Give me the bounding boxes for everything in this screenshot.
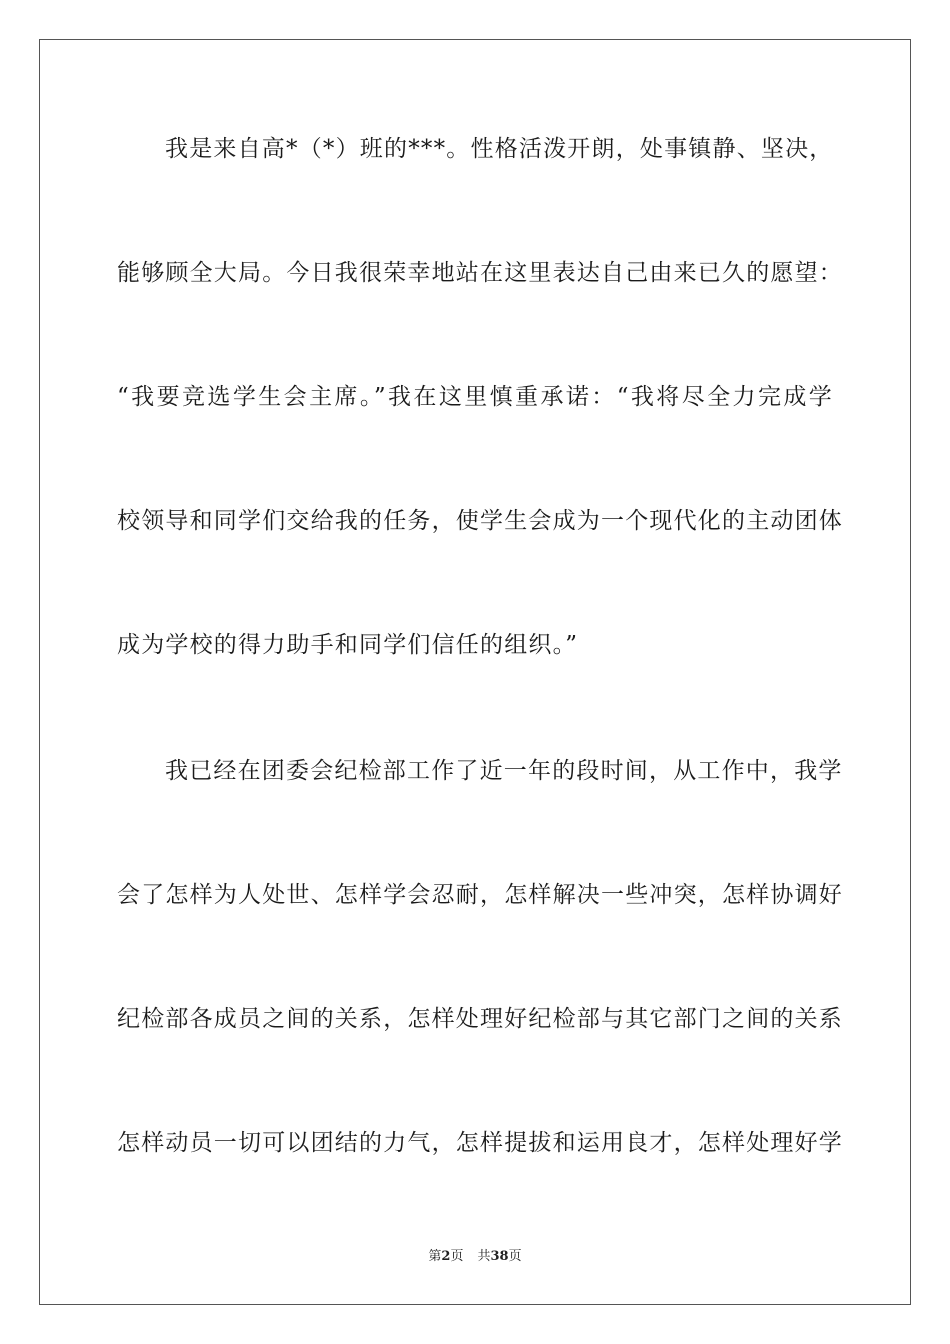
page-prefix: 第 [428, 1249, 442, 1264]
paragraph-1-line-1: 我是来自高*（*）班的***。性格活泼开朗，处事镇静、坚决， [165, 136, 834, 162]
page-number: 2 [441, 1249, 451, 1264]
paragraph-2-line-1: 我已经在团委会纪检部工作了近一年的段时间，从工作中，我学 [165, 758, 843, 784]
page-footer [0, 1248, 950, 1266]
paragraph-1-line-4: 校领导和同学们交给我的任务，使学生会成为一个现代化的主动团体 [117, 508, 843, 534]
total-pages: 38 [490, 1249, 509, 1264]
paragraph-2-line-2: 会了怎样为人处世、怎样学会忍耐，怎样解决一些冲突，怎样协调好 [117, 882, 843, 908]
paragraph-1-line-2: 能够顾全大局。今日我很荣幸地站在这里表达自己由来已久的愿望： [117, 260, 843, 286]
paragraph-1-line-5: 成为学校的得力助手和同学们信任的组织。” [117, 632, 579, 658]
paragraph-2-line-4: 怎样动员一切可以团结的力气，怎样提拔和运用良才，怎样处理好学 [117, 1130, 843, 1156]
paragraph-1-line-3: “我要竞选学生会主席。”我在这里慎重承诺：“我将尽全力完成学 [117, 384, 833, 410]
total-suffix: 页 [508, 1249, 522, 1264]
page-frame [39, 39, 911, 1305]
total-prefix: 共 [477, 1249, 491, 1264]
paragraph-2-line-3: 纪检部各成员之间的关系，怎样处理好纪检部与其它部门之间的关系 [117, 1006, 843, 1032]
page-suffix: 页 [450, 1249, 464, 1264]
